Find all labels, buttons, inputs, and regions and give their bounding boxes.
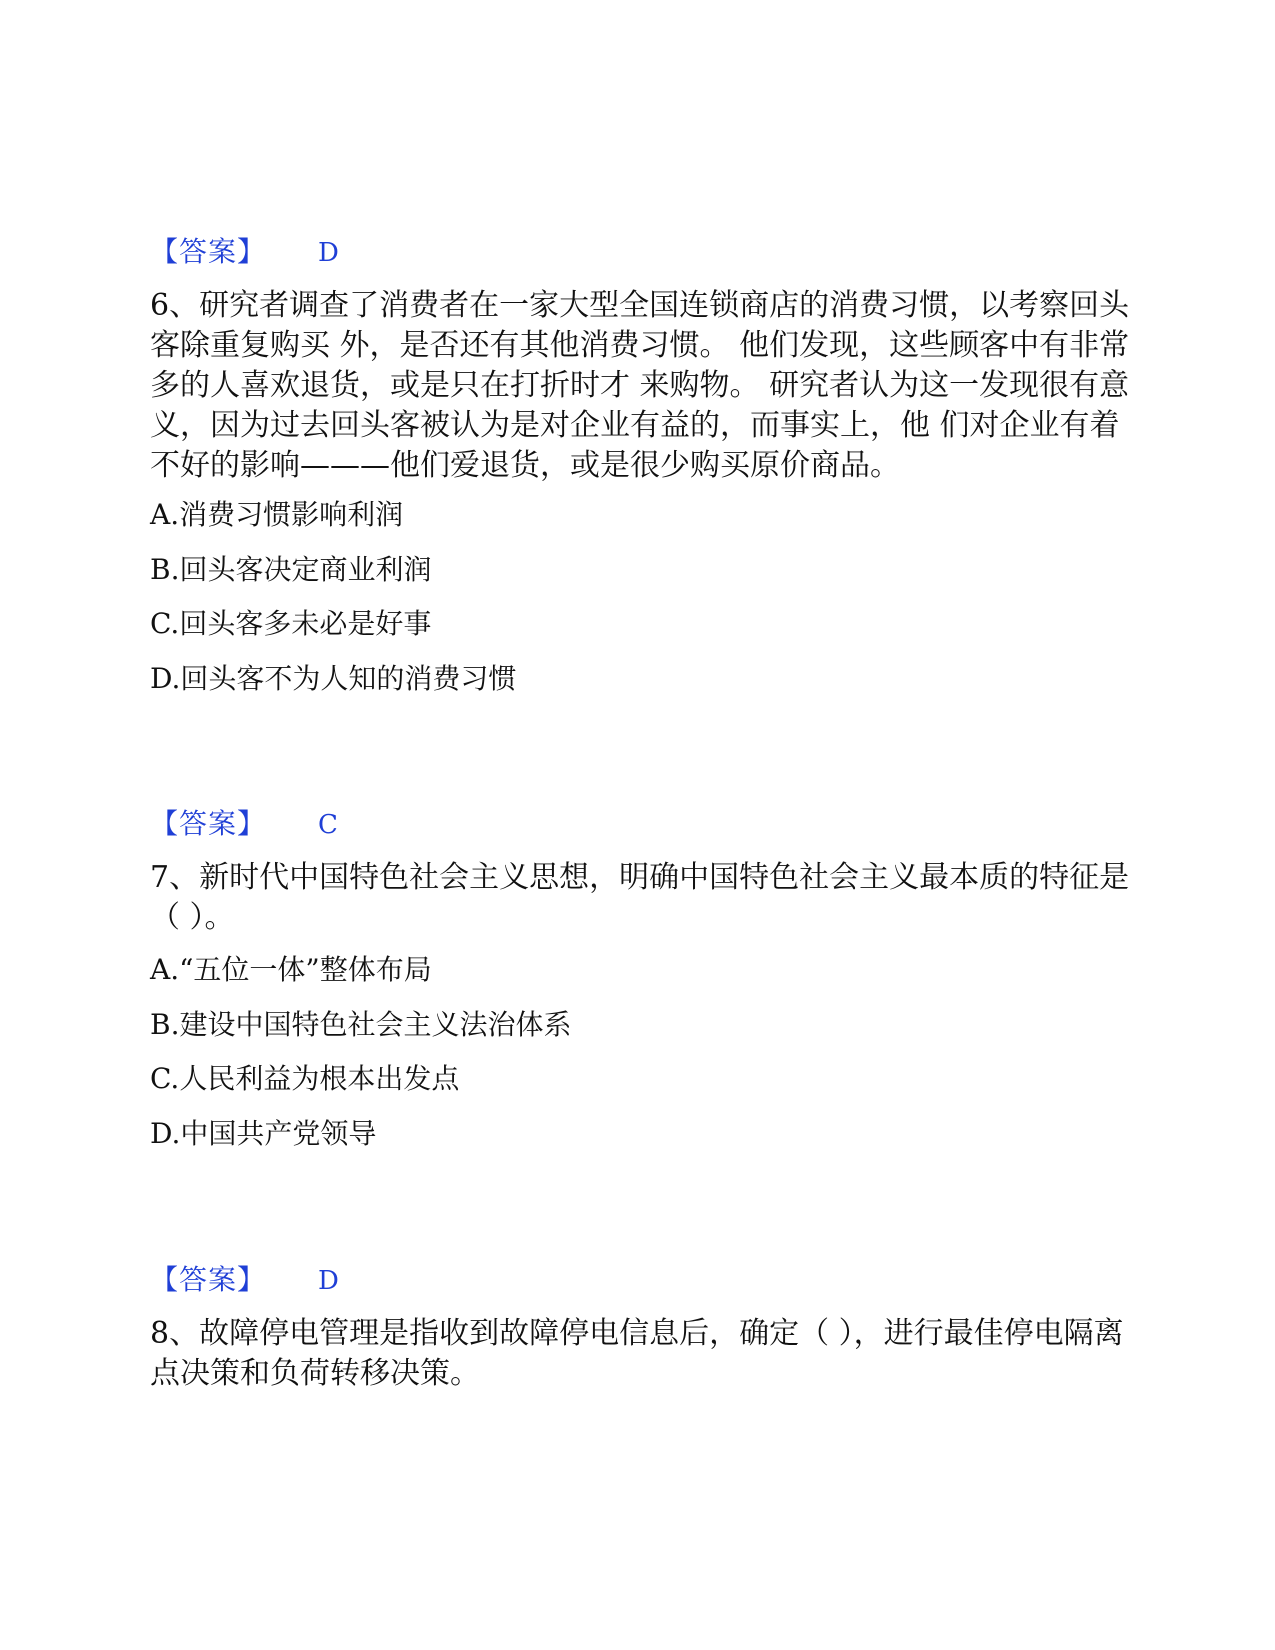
option-d: D.中国共产党领导 <box>150 1117 377 1150</box>
option-c: C.回头客多未必是好事 <box>150 607 432 640</box>
question-line: 不好的影响———他们爱退货，或是很少购买原价商品。 <box>150 448 900 483</box>
answer-letter: C <box>318 810 339 840</box>
answer-line-5 <box>150 230 340 270</box>
answer-line-6 <box>150 802 339 842</box>
question-line: （ ）。 <box>150 900 235 935</box>
question-8 <box>150 1314 1124 1394</box>
question-line: 客除重复购买 外，是否还有其他消费习惯。 他们发现，这些顾客中有非常 <box>150 328 1130 363</box>
question-line: 6、研究者调查了消费者在一家大型全国连锁商店的消费习惯，以考察回头 <box>150 288 1130 323</box>
question-line: 点决策和负荷转移决策。 <box>150 1356 480 1391</box>
question-7 <box>150 858 1130 938</box>
question-line: 7、新时代中国特色社会主义思想，明确中国特色社会主义最本质的特征是 <box>150 860 1130 895</box>
answer-line-7 <box>150 1258 340 1298</box>
option-b: B.回头客决定商业利润 <box>150 553 432 586</box>
option-c: C.人民利益为根本出发点 <box>150 1062 460 1095</box>
option-a: A.消费习惯影响利润 <box>150 498 404 531</box>
answer-label: 【答案】 <box>150 235 267 268</box>
question-line: 义，因为过去回头客被认为是对企业有益的，而事实上，他 们对企业有着 <box>150 408 1120 443</box>
answer-label: 【答案】 <box>150 807 267 840</box>
option-a: A.“五位一体”整体布局 <box>150 953 432 986</box>
question-line: 多的人喜欢退货，或是只在打折时才 来购物。 研究者认为这一发现很有意 <box>150 368 1130 403</box>
option-b: B.建设中国特色社会主义法治体系 <box>150 1008 572 1041</box>
answer-label: 【答案】 <box>150 1263 267 1296</box>
option-d: D.回头客不为人知的消费习惯 <box>150 662 517 695</box>
answer-letter: D <box>318 1266 340 1296</box>
answer-letter: D <box>318 238 340 268</box>
question-line: 8、故障停电管理是指收到故障停电信息后，确定（ ），进行最佳停电隔离 <box>150 1316 1124 1351</box>
question-6 <box>150 286 1130 486</box>
